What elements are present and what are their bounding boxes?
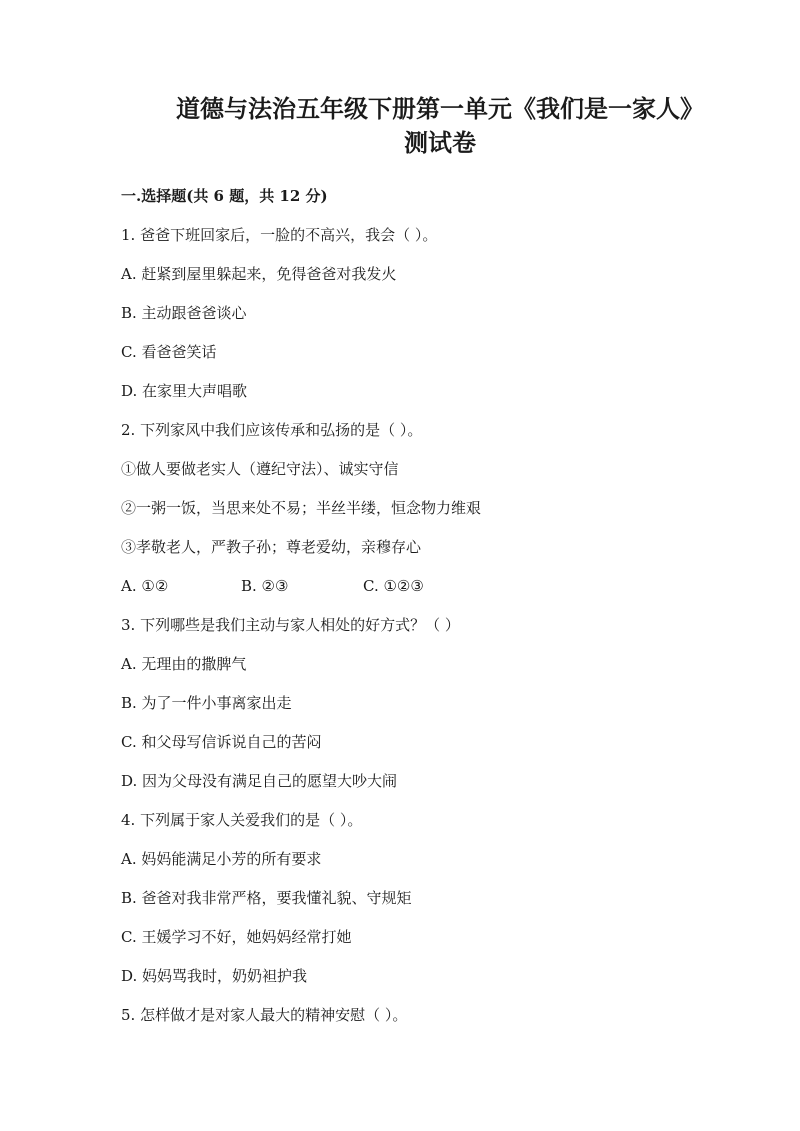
question-3-stem: 3. 下列哪些是我们主动与家人相处的好方式？（ ）	[121, 616, 460, 634]
question-3-option-a: A. 无理由的撒脾气	[121, 655, 247, 673]
question-1-option-b: B. 主动跟爸爸谈心	[121, 304, 247, 322]
question-3-option-b: B. 为了一件小事离家出走	[121, 694, 292, 712]
question-2-item-3: ③孝敬老人，严教子孙；尊老爱幼，亲穆存心	[121, 538, 422, 556]
title-line-2: 测试卷	[404, 128, 476, 157]
question-4-option-b: B. 爸爸对我非常严格，要我懂礼貌、守规矩	[121, 889, 412, 907]
question-1-option-a: A. 赶紧到屋里躲起来，免得爸爸对我发火	[121, 265, 397, 283]
title-line-1: 道德与法治五年级下册第一单元《我们是一家人》	[176, 94, 704, 123]
question-2-option-b: B. ②③	[241, 577, 289, 595]
question-1-stem: 1. 爸爸下班回家后，一脸的不高兴，我会（ ）。	[121, 226, 438, 244]
question-4-option-a: A. 妈妈能满足小芳的所有要求	[121, 850, 322, 868]
question-1-option-c: C. 看爸爸笑话	[121, 343, 217, 361]
question-2-stem: 2. 下列家风中我们应该传承和弘扬的是（ ）。	[121, 421, 423, 439]
question-5-stem: 5. 怎样做才是对家人最大的精神安慰（ ）。	[121, 1006, 408, 1024]
question-4-stem: 4. 下列属于家人关爱我们的是（ ）。	[121, 811, 363, 829]
question-2-item-1: ①做人要做老实人（遵纪守法）、诚实守信	[121, 460, 399, 478]
document-title	[80, 92, 800, 160]
question-1-option-d: D. 在家里大声唱歌	[121, 382, 248, 400]
question-2-option-a: A. ①②	[121, 577, 169, 595]
question-4-option-c: C. 王媛学习不好，她妈妈经常打她	[121, 928, 352, 946]
question-3-option-d: D. 因为父母没有满足自己的愿望大吵大闹	[121, 772, 398, 790]
section-heading: 一.选择题(共 6 题，共 12 分)	[121, 187, 328, 205]
question-2-item-2: ②一粥一饭，当思来处不易；半丝半缕，恒念物力维艰	[121, 499, 482, 517]
question-2-options	[121, 576, 720, 596]
question-2-option-c: C. ①②③	[363, 577, 424, 595]
question-4-option-d: D. 妈妈骂我时，奶奶袒护我	[121, 967, 308, 985]
question-3-option-c: C. 和父母写信诉说自己的苦闷	[121, 733, 322, 751]
